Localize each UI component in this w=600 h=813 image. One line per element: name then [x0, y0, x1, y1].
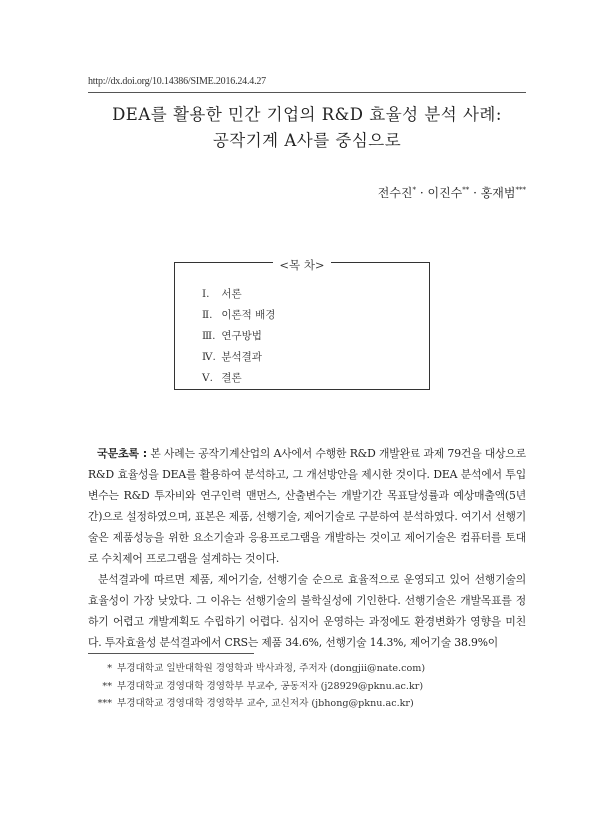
abstract-paragraph-2: 분석결과에 따르면 제품, 제어기술, 선행기술 순으로 효율적으로 운영되고 있어 선행기술의 효율성이 가장 낮았다. 그 이유는 선행기술의 불학실성에 기인한다. 선행기술은 개발목표를 정하기 어렵고 개발계획도 수립하기 어렵다. 심지어 운영하는 과정에도 환경변화가 영향을 미친다. 투자효율성 분석결과에서 CRS는 제품 34.6%, 선행기술 14.3%, 제어기술 38.9%이	[88, 573, 526, 649]
author-mark: ***	[515, 186, 526, 194]
footnote-text: 부경대학교 일반대학원 경영학과 박사과정, 주저자 (dongjii@nate.com)	[117, 663, 426, 674]
toc-item-number: Ⅲ.	[202, 330, 216, 342]
author-mark: **	[462, 186, 470, 194]
toc-heading-wrap	[175, 254, 429, 273]
footnote-text: 부경대학교 경영대학 경영학부 교수, 교신저자 (jbhong@pknu.ac.kr)	[117, 698, 414, 709]
footnote-mark: *	[107, 663, 112, 674]
toc-item-number: Ⅰ.	[202, 288, 210, 300]
toc-item	[202, 371, 275, 392]
author-name: 홍재범	[480, 186, 516, 200]
toc-item-label: 이론적 배경	[221, 309, 276, 321]
footnote	[88, 660, 528, 678]
toc-item	[202, 287, 275, 308]
toc-item-label: 연구방법	[221, 330, 262, 342]
footnote	[88, 678, 528, 696]
footnotes	[88, 660, 528, 713]
abstract-text-1: 본 사례는 공작기계산업의 A사에서 수행한 R&D 개발완료 과제 79건을 대상으로 R&D 효율성을 DEA를 활용하여 분석하고, 그 개선방안을 제시한 것이다. DEA 분석에서 투입변수는 R&D 투자비와 연구인력 맨먼스, 산출변수는 개발기간 목표달성률과 예상매출액(5년간)으로 설정하였으며, 표본은 제품, 선행기술, 제어기술로 구분하여 분석하였다. 여기서 선행기술은 제품성능을 위한 요소기술과 응용프로그램을 개발하는 것이고 제어기술은 컴퓨터를 토대로 수치제어 프로그램을 설계하는 것이다.	[88, 447, 526, 565]
toc-item-number: Ⅴ.	[202, 372, 213, 384]
doi-link[interactable]: http://dx.doi.org/10.14386/SIME.2016.24.4.27	[88, 76, 266, 87]
author-name: 전수진	[377, 186, 413, 200]
toc-item-label: 분석결과	[221, 351, 262, 363]
toc-item	[202, 350, 275, 371]
author-list	[378, 184, 526, 201]
author-name: 이진수	[427, 186, 463, 200]
toc-list	[202, 287, 275, 392]
toc-item	[202, 308, 275, 329]
toc-heading: <목 차>	[273, 258, 330, 272]
footnote-mark: **	[102, 680, 112, 692]
footnote-text: 부경대학교 경영대학 경영학부 부교수, 공동저자 (j28929@pknu.ac.kr)	[117, 680, 424, 692]
korean-abstract	[88, 443, 526, 653]
author-separator: ·	[469, 186, 481, 200]
toc-item-label: 결론	[221, 372, 242, 384]
footnote-divider	[88, 653, 254, 654]
header-divider	[88, 92, 526, 93]
toc-item-label: 서론	[221, 288, 242, 300]
toc-item	[202, 329, 275, 350]
author-separator: ·	[416, 186, 428, 200]
paper-title-line-2: 공작기계 A사를 중심으로	[212, 131, 402, 150]
toc-item-number: Ⅱ.	[202, 309, 213, 321]
author-mark: *	[412, 186, 417, 194]
toc-item-number: Ⅳ.	[202, 351, 216, 363]
footnote	[88, 695, 528, 713]
footnote-mark: ***	[97, 698, 112, 709]
table-of-contents	[174, 258, 430, 390]
paper-title-line-1: DEA를 활용한 민간 기업의 R&D 효율성 분석 사례:	[112, 105, 502, 124]
abstract-paragraph-1	[88, 443, 526, 569]
abstract-label: 국문초록 :	[97, 447, 147, 460]
